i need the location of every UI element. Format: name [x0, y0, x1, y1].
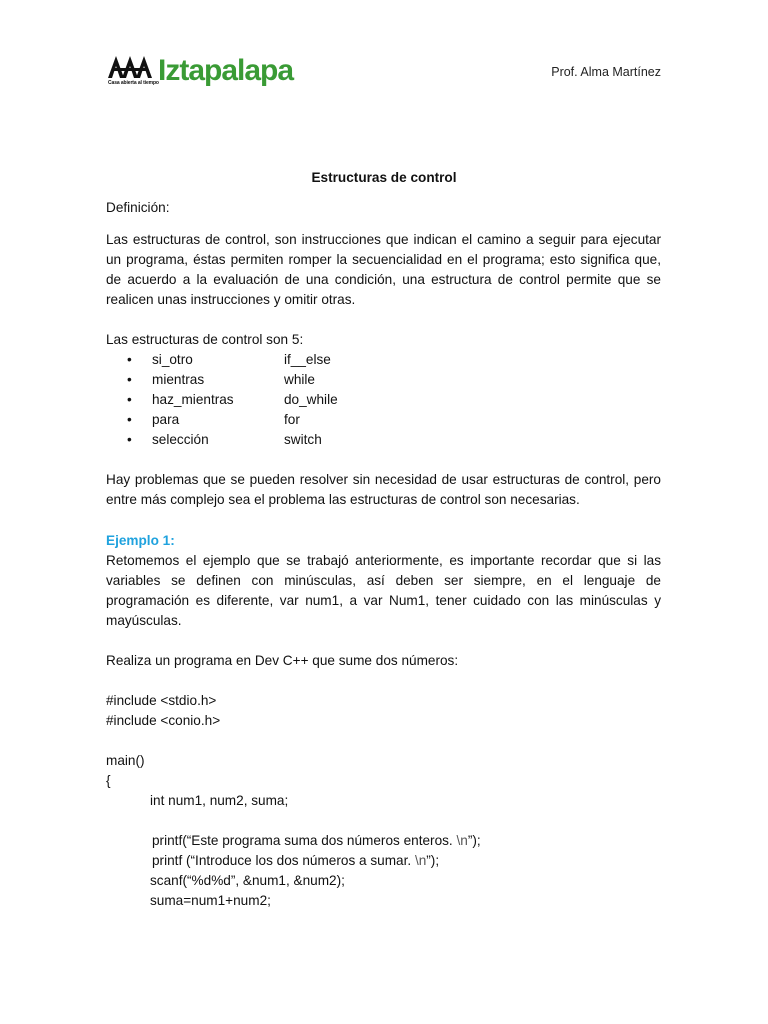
paragraph-line: mayúsculas.: [106, 613, 182, 628]
uam-emblem-icon: [108, 54, 159, 88]
task-statement: Realiza un programa en Dev C++ que sume dos números:: [106, 653, 459, 668]
definition-paragraph: [106, 230, 661, 310]
structure-spanish: haz_mientras: [152, 392, 234, 407]
structure-spanish: mientras: [152, 372, 205, 387]
uam-logo: [108, 54, 293, 88]
list-item: [106, 430, 506, 450]
logo-wordmark: Iztapalapa: [158, 54, 294, 87]
code-text: ”);: [467, 833, 481, 848]
bullet-icon: •: [127, 392, 132, 407]
structure-c: for: [284, 412, 300, 427]
list-item: [106, 350, 506, 370]
structure-c: switch: [284, 432, 322, 447]
paragraph-line: programación es diferente, var num1, a var Num1, tener cuidado con las minúsculas y: [106, 593, 661, 608]
author-name: Prof. Alma Martínez: [551, 65, 661, 79]
code-line: int num1, num2, suma;: [150, 793, 289, 808]
paragraph-line: variables se definen con minúsculas, así deben ser siempre, en el lenguaje de: [106, 573, 661, 588]
paragraph-line: Hay problemas que se pueden resolver sin necesidad de usar estructuras de control, pero: [106, 472, 661, 487]
structure-spanish: selección: [152, 432, 209, 447]
structure-spanish: para: [152, 412, 180, 427]
structure-c: while: [284, 372, 315, 387]
list-item: [106, 370, 506, 390]
bullet-icon: •: [127, 412, 132, 427]
structures-list: [106, 350, 506, 450]
list-item: [106, 390, 506, 410]
escape-sequence: \n: [414, 853, 427, 868]
code-line: suma=num1+num2;: [150, 893, 271, 908]
document-title: Estructuras de control: [311, 170, 457, 185]
list-item: [106, 410, 506, 430]
example-paragraph: [106, 551, 661, 631]
definition-label: Definición:: [106, 200, 170, 215]
bullet-icon: •: [127, 352, 132, 367]
code-line: [152, 851, 439, 871]
code-line: #include <conio.h>: [106, 713, 221, 728]
paragraph-line: un programa, éstas permiten romper la secuencialidad en el programa; esto significa que,: [106, 252, 661, 267]
bullet-icon: •: [127, 372, 132, 387]
bullet-icon: •: [127, 432, 132, 447]
problems-paragraph: [106, 470, 661, 510]
paragraph-line: de acuerdo a la evaluación de una condición, una estructura de control permite que se: [106, 272, 661, 287]
structure-spanish: si_otro: [152, 352, 193, 367]
paragraph-line: Las estructuras de control, son instrucciones que indican el camino a seguir para ejecutar: [106, 232, 661, 247]
structure-c: if__else: [284, 352, 331, 367]
structure-c: do_while: [284, 392, 338, 407]
code-line: [152, 831, 481, 851]
logo-tagline: Casa abierta al tiempo: [108, 80, 159, 86]
example-heading: Ejemplo 1:: [106, 533, 175, 548]
paragraph-line: entre más complejo sea el problema las estructuras de control son necesarias.: [106, 492, 580, 507]
code-text: printf(“Este programa suma dos números enteros.: [152, 833, 457, 848]
list-intro: Las estructuras de control son 5:: [106, 332, 304, 347]
escape-sequence: \n: [456, 833, 468, 848]
code-line: #include <stdio.h>: [106, 693, 217, 708]
code-text: printf (“Introduce los dos números a sumar.: [152, 853, 415, 868]
code-text: ”);: [426, 853, 440, 868]
code-line: scanf(“%d%d”, &num1, &num2);: [150, 873, 345, 888]
code-line: main(): [106, 753, 145, 768]
paragraph-line: realicen unas instrucciones y omitir otras.: [106, 292, 356, 307]
code-line: {: [106, 773, 111, 788]
paragraph-line: Retomemos el ejemplo que se trabajó anteriormente, es importante recordar que si las: [106, 553, 661, 568]
